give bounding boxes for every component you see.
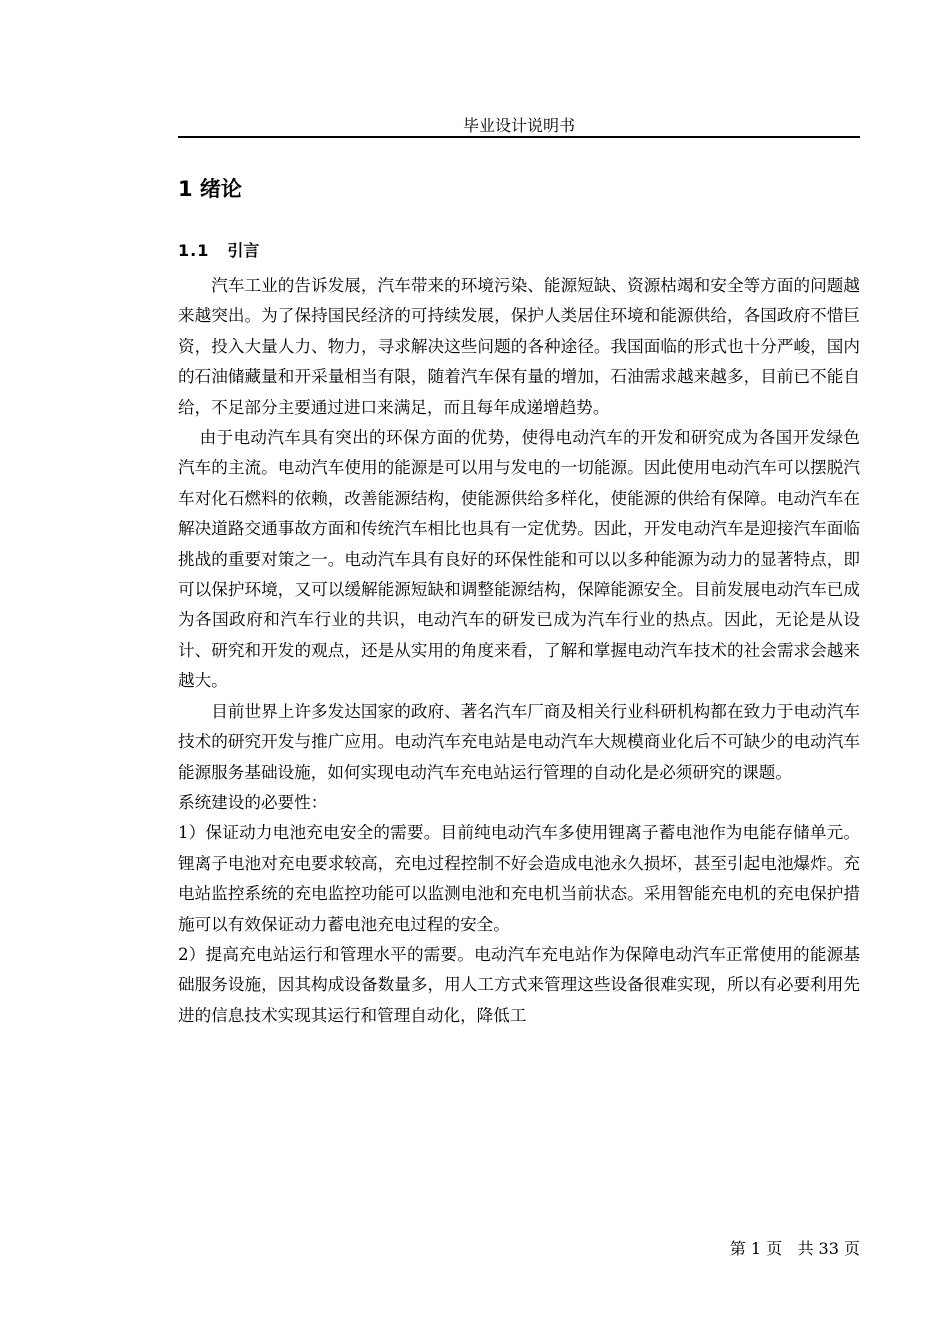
page-number: 第 1 页 共 33 页 xyxy=(729,1239,860,1258)
running-header: 毕业设计说明书 xyxy=(462,116,575,135)
paragraph: 由于电动汽车具有突出的环保方面的优势，使得电动汽车的开发和研究成为各国开发绿色汽车的主流。电动汽车使用的能源是可以用与发电的一切能源。因此使用电动汽车可以摆脱汽车对化石燃料的依赖，改善能源结构，使能源供给多样化，使能源的供给有保障。电动汽车在解决道路交通事故方面和传统汽车相比也具有一定优势。因此，开发电动汽车是迎接汽车面临挑战的重要对策之一。电动汽车具有良好的环保性能和可以以多种能源为动力的显著特点，即可以保护环境，又可以缓解能源短缺和调整能源结构，保障能源安全。目前发展电动汽车已成为各国政府和汽车行业的共识，电动汽车的研发已成为汽车行业的热点。因此，无论是从设计、研究和开发的观点，还是从实用的角度来看，了解和掌握电动汽车技术的社会需求会越来越大。 xyxy=(178,428,860,691)
paragraph: 目前世界上许多发达国家的政府、著名汽车厂商及相关行业科研机构都在致力于电动汽车技术的研究开发与推广应用。电动汽车充电站是电动汽车大规模商业化后不可缺少的电动汽车能源服务基础设施，如何实现电动汽车充电站运行管理的自动化是必须研究的课题。 xyxy=(178,701,860,782)
section-title: 引言 xyxy=(227,241,260,260)
section-heading xyxy=(178,240,259,262)
chapter-title: 1 绪论 xyxy=(178,177,242,201)
header-divider xyxy=(178,136,860,138)
section-number: 1.1 xyxy=(178,241,210,260)
body-text xyxy=(178,271,860,1031)
paragraph: 系统建设的必要性： xyxy=(178,792,328,812)
page-footer xyxy=(178,1239,860,1259)
paragraph: 汽车工业的告诉发展，汽车带来的环境污染、能源短缺、资源枯竭和安全等方面的问题越来越突出。为了保持国民经济的可持续发展，保护人类居住环境和能源供给，各国政府不惜巨资，投入大量人力、物力，寻求解决这些问题的各种途径。我国面临的形式也十分严峻，国内的石油储藏量和开采量相当有限，随着汽车保有量的增加，石油需求越来越多，目前已不能自给，不足部分主要通过进口来满足，而且每年成递增趋势。 xyxy=(178,276,860,417)
list-item: 2）提高充电站运行和管理水平的需要。电动汽车充电站作为保障电动汽车正常使用的能源基础服务设施，因其构成设备数量多，用人工方式来管理这些设备很难实现，所以有必要利用先进的信息技术实现其运行和管理自动化，降低工 xyxy=(178,944,860,1025)
list-item: 1）保证动力电池充电安全的需要。目前纯电动汽车多使用锂离子蓄电池作为电能存储单元。锂离子电池对充电要求较高，充电过程控制不好会造成电池永久损坏，甚至引起电池爆炸。充电站监控系统的充电监控功能可以监测电池和充电机当前状态。采用智能充电机的充电保护措施可以有效保证动力蓄电池充电过程的安全。 xyxy=(178,823,860,934)
